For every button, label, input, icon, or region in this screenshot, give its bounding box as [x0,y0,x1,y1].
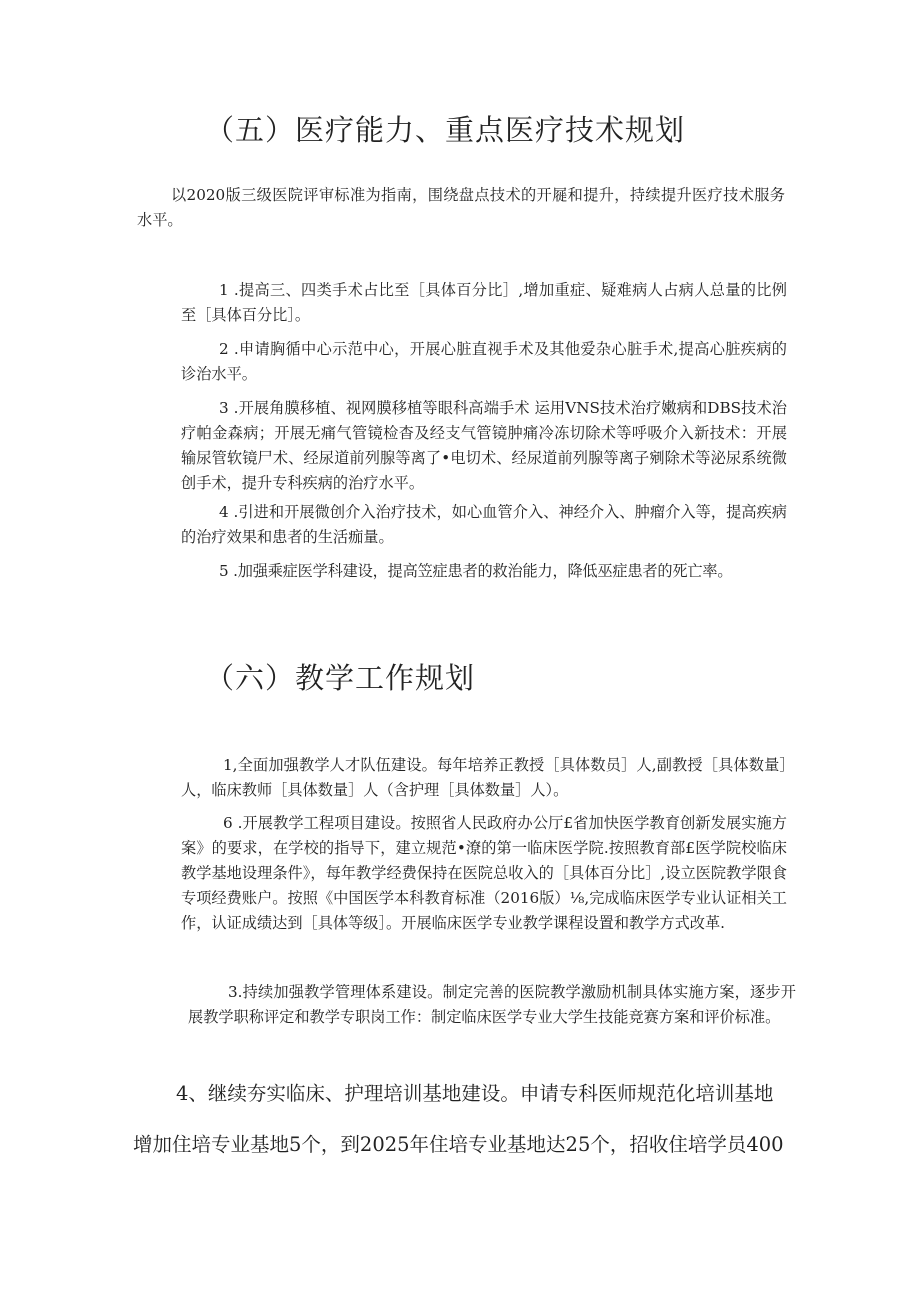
section-5-item-4: 4 .引进和开展微创介入治疗技术，如心血管介入、神经介入、肿瘤介入等，提高疾病的治疗效果和患者的生活痂量。 [181,503,787,546]
section-5-item-3: 3 .开展角膜移植、视网膜移植等眼科高端手术 运用VNS技术治疗嫩病和DBS技术治疗帕金森病；开展无痛气管镜检杳及经支气管镜肿痛冷冻切除术等呼吸介入新技术：开展输尿管软镜尸术、经尿道前列腺等离了•电切术、经尿道前列腺等离子剜除术等泌尿系统微创手术，提升专科疾病的治疗水平。 [181,399,787,492]
section-6-item-1: 1,全面加强教学人才队伍建设。每年培养正教授［具体数员］人,副教授［具体数量］人，临床教师［具体数量］人（含护理［具体数量］人）。 [181,756,787,799]
section-5-item-5: 5 .加强乘症医学科建设，提高笠症患者的救治能力，降低巫症患者的死亡率。 [219,562,733,580]
section-6-item-2: 6 .开展教学工程项目建设。按照省人民政府办公厅£省加快医学教育创新发展实施方案》的要求，在学校的指导下，建立规范•潦的第一临床医学院.按照教育部£医学院校临床教学基地设理条件》，每年教学经费保持在医院总收入的［具体百分比］,设立医院教学限食专项经费账户。按照《中国医学本科教育标准（2016版）⅛,完成临床医学专业认证相关工作，认证成绩达到［具体等级］。开展临床医学专业教学课程设置和教学方式改革. [181,814,787,932]
section-5-item-2: 2 .申请胸循中心示范中心，开展心脏直视手术及其他爱杂心脏手术,提高心脏疾病的诊治水平。 [181,340,787,383]
section-6-heading: （六）教学工作规划 [205,661,476,695]
section-6-item-4-line-2: 增加住培专业基地5个，到2025年住培专业基地达25个，招收住培学员400 [133,1133,784,1156]
section-6-item-3: 3.持续加强教学管理体系建设。制定完善的医院教学激励机制具体实施方案，逐步开展教学职称评定和教学专职岗工作：制定临床医学专业大学生技能竞赛方案和评价标准。 [188,983,796,1026]
section-5-item-1: 1 .提高三、四类手术占比至［具体百分比］,增加重症、疑难病人占病人总量的比例至［具体百分比］。 [181,281,787,324]
section-5-intro: 以2020版三级医院评审标准为指南，围绕盘点技术的开屣和提升，持续提升医疗技术服务水平。 [137,186,785,229]
section-5-heading: （五）医疗能力、重点医疗技术规划 [205,113,686,147]
section-6-item-4-line-1: 4、继续夯实临床、护理培训基地建设。申请专科医师规范化培训基地 [176,1082,774,1105]
